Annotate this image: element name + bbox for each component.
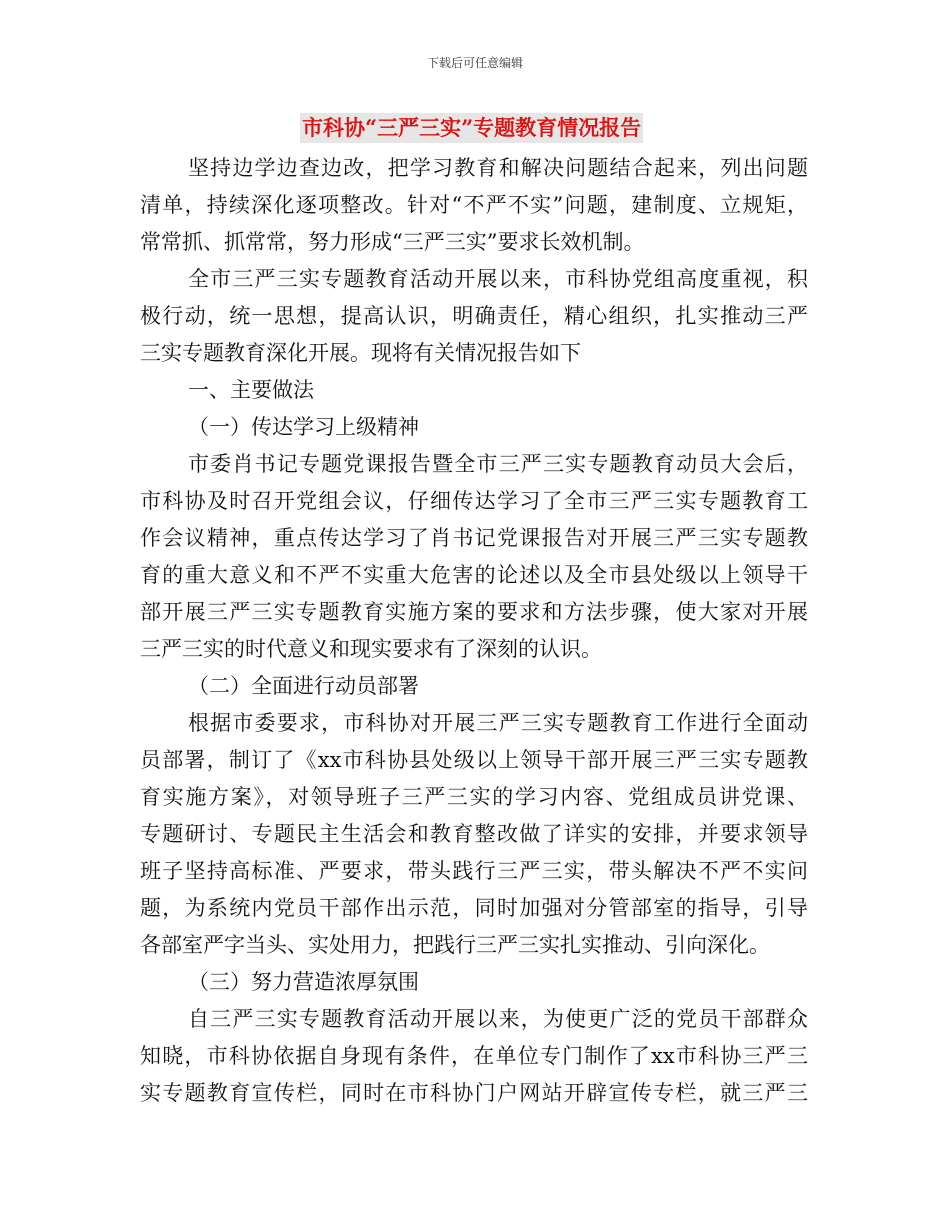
text-line: 三严三实的时代意义和现实要求有了深刻的认识。 xyxy=(140,637,602,661)
document-title: 市科协“三严三实”专题教育情况报告 xyxy=(300,113,643,143)
paragraph xyxy=(140,668,808,705)
paragraph xyxy=(140,446,808,668)
text-line: 自三严三实专题教育活动开展以来，为使更广泛的党员干部群众 xyxy=(188,1007,808,1031)
text-line: （一）传达学习上级精神 xyxy=(188,415,419,439)
text-line: 一、主要做法 xyxy=(188,378,314,402)
text-line: 三实专题教育深化开展。现将有关情况报告如下 xyxy=(140,341,581,365)
text-line: 极行动，统一思想，提高认识，明确责任，精心组织，扎实推动三严 xyxy=(140,304,808,328)
paragraph xyxy=(140,372,808,409)
text-line: 育的重大意义和不严不实重大危害的论述以及全市县处级以上领导干 xyxy=(140,563,808,587)
text-line: 员部署，制订了《xx市科协县处级以上领导干部开展三严三实专题教 xyxy=(140,748,808,772)
page-header: 下载后可任意编辑 xyxy=(426,56,523,70)
text-line: 市科协及时召开党组会议，仔细传达学习了全市三严三实专题教育工 xyxy=(140,489,808,513)
text-line: （二）全面进行动员部署 xyxy=(188,674,419,698)
text-line: 育实施方案》，对领导班子三严三实的学习内容、党组成员讲党课、 xyxy=(140,785,808,809)
text-line: 部开展三严三实专题教育实施方案的要求和方法步骤，使大家对开展 xyxy=(140,600,808,624)
text-line: 根据市委要求，市科协对开展三严三实专题教育工作进行全面动 xyxy=(188,711,808,735)
paragraph xyxy=(140,409,808,446)
paragraph xyxy=(140,1001,808,1112)
paragraph xyxy=(140,964,808,1001)
text-line: 题，为系统内党员干部作出示范，同时加强对分管部室的指导，引导 xyxy=(140,896,808,920)
text-line: 班子坚持高标准、严要求，带头践行三严三实，带头解决不严不实问 xyxy=(140,859,808,883)
text-line: 清单，持续深化逐项整改。针对“不严不实”问题，建制度、立规矩， xyxy=(140,193,808,217)
text-line: 市委肖书记专题党课报告暨全市三严三实专题教育动员大会后， xyxy=(188,452,808,476)
text-line: 专题研讨、专题民主生活会和教育整改做了详实的安排，并要求领导 xyxy=(140,822,808,846)
text-line: 作会议精神，重点传达学习了肖书记党课报告对开展三严三实专题教 xyxy=(140,526,808,550)
document-body xyxy=(140,150,808,1112)
text-line: （三）努力营造浓厚氛围 xyxy=(188,970,419,994)
text-line: 知晓，市科协依据自身现有条件，在单位专门制作了xx市科协三严三 xyxy=(140,1044,808,1068)
text-line: 实专题教育宣传栏，同时在市科协门户网站开辟宣传专栏，就三严三 xyxy=(140,1081,808,1105)
text-line: 常常抓、抓常常，努力形成“三严三实”要求长效机制。 xyxy=(140,230,645,254)
paragraph xyxy=(140,261,808,372)
paragraph xyxy=(140,705,808,964)
text-line: 坚持边学边查边改，把学习教育和解决问题结合起来，列出问题 xyxy=(188,156,808,180)
text-line: 全市三严三实专题教育活动开展以来，市科协党组高度重视，积 xyxy=(188,267,808,291)
text-line: 各部室严字当头、实处用力，把践行三严三实扎实推动、引向深化。 xyxy=(140,933,770,957)
paragraph xyxy=(140,150,808,261)
